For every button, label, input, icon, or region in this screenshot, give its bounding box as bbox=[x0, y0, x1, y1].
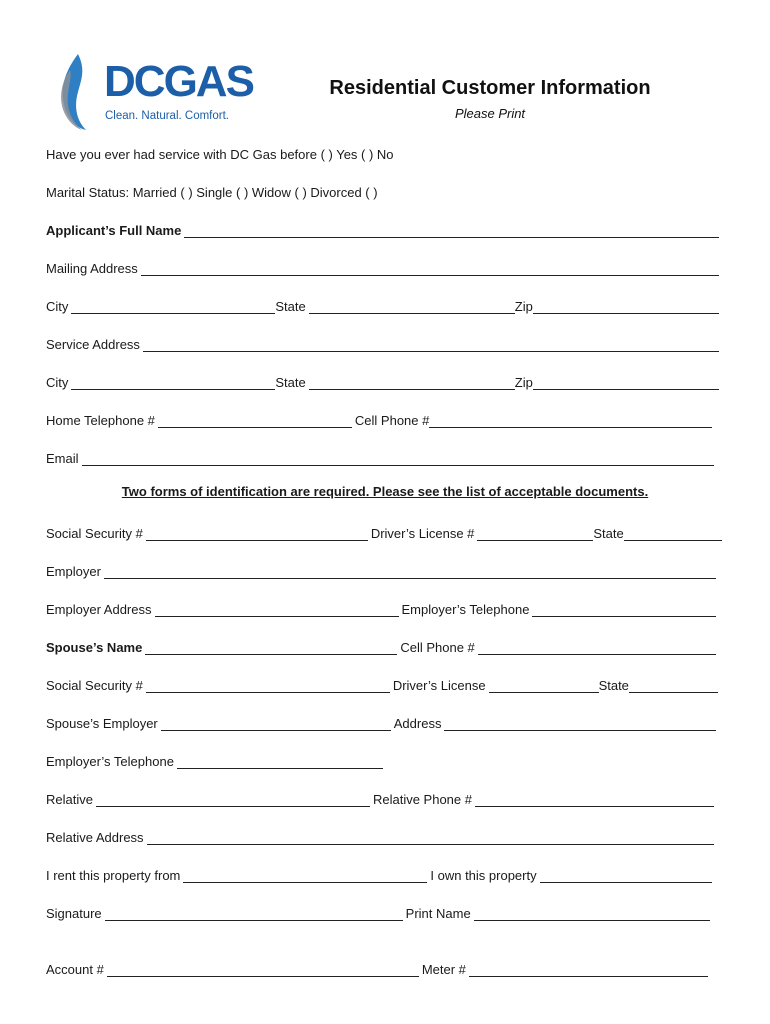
employer-field[interactable] bbox=[104, 564, 716, 579]
spouse-ssn-field[interactable] bbox=[146, 678, 390, 693]
service-address-label: Service Address bbox=[46, 337, 140, 352]
email-label: Email bbox=[46, 451, 79, 466]
mailing-state-field[interactable] bbox=[309, 299, 515, 314]
city-label: City bbox=[46, 299, 69, 314]
mailing-address-row bbox=[46, 256, 722, 276]
applicant-license-field[interactable] bbox=[477, 526, 593, 541]
relative-field[interactable] bbox=[96, 792, 370, 807]
email-field[interactable] bbox=[82, 451, 714, 466]
state-label: State bbox=[275, 375, 306, 390]
service-before-question bbox=[46, 142, 722, 162]
logo-tagline: Clean. Natural. Comfort. bbox=[105, 110, 229, 122]
signature-row bbox=[46, 901, 722, 921]
state-label: State bbox=[275, 299, 306, 314]
cell-phone-label: Cell Phone # bbox=[354, 413, 430, 428]
applicant-ssn-field[interactable] bbox=[146, 526, 368, 541]
spouse-name-field[interactable] bbox=[145, 640, 397, 655]
account-field[interactable] bbox=[107, 962, 419, 977]
license-state-label: State bbox=[593, 526, 624, 541]
applicant-name-field[interactable] bbox=[184, 223, 719, 238]
dc-gas-logo bbox=[56, 52, 253, 132]
home-phone-label: Home Telephone # bbox=[46, 413, 155, 428]
spouse-name-row bbox=[46, 635, 722, 655]
employer-telephone-field[interactable] bbox=[532, 602, 716, 617]
service-city-field[interactable] bbox=[71, 375, 275, 390]
marital-status-question bbox=[46, 180, 722, 200]
rent-from-field[interactable] bbox=[183, 868, 427, 883]
spouse-cell-label: Cell Phone # bbox=[400, 640, 475, 655]
service-zip-field[interactable] bbox=[533, 375, 719, 390]
spouse-id-row bbox=[46, 673, 722, 693]
service-state-field[interactable] bbox=[309, 375, 515, 390]
spouse-employer-phone-row bbox=[46, 749, 722, 769]
spouse-employer-row bbox=[46, 711, 722, 731]
relative-address-row bbox=[46, 825, 722, 845]
own-property-label: I own this property bbox=[430, 868, 537, 883]
spouse-license-field[interactable] bbox=[489, 678, 599, 693]
form-subtitle: Please Print bbox=[454, 106, 526, 121]
account-label: Account # bbox=[46, 962, 104, 977]
email-row bbox=[46, 446, 722, 466]
ssn-label: Social Security # bbox=[46, 526, 143, 541]
applicant-name-label: Applicant’s Full Name bbox=[46, 223, 182, 238]
meter-label: Meter # bbox=[421, 962, 466, 977]
spouse-employer-address-field[interactable] bbox=[444, 716, 716, 731]
service-address-row bbox=[46, 332, 722, 352]
logo-wordmark bbox=[104, 58, 253, 106]
relative-address-label: Relative Address bbox=[46, 830, 144, 845]
applicant-id-row bbox=[46, 521, 722, 541]
flame-icon bbox=[56, 52, 100, 132]
spouse-employer-address-label: Address bbox=[393, 716, 442, 731]
signature-label: Signature bbox=[46, 906, 102, 921]
home-phone-field[interactable] bbox=[158, 413, 352, 428]
spouse-ssn-label: Social Security # bbox=[46, 678, 143, 693]
spouse-cell-field[interactable] bbox=[478, 640, 716, 655]
logo-gas-text: GAS bbox=[163, 57, 253, 106]
employer-label: Employer bbox=[46, 564, 101, 579]
mailing-address-label: Mailing Address bbox=[46, 261, 138, 276]
mailing-zip-field[interactable] bbox=[533, 299, 719, 314]
spouse-employer-label: Spouse’s Employer bbox=[46, 716, 158, 731]
mailing-city-row bbox=[46, 294, 722, 314]
marital-status-text: Marital Status: Married ( ) Single ( ) Widow ( ) Divorced ( ) bbox=[46, 185, 378, 200]
spouse-license-state-field[interactable] bbox=[629, 678, 718, 693]
service-city-row bbox=[46, 370, 722, 390]
employer-row bbox=[46, 559, 722, 579]
employer-address-row bbox=[46, 597, 722, 617]
zip-label: Zip bbox=[514, 299, 533, 314]
mailing-address-field[interactable] bbox=[141, 261, 719, 276]
form-title: Residential Customer Information bbox=[329, 77, 651, 99]
spouse-license-state-label: State bbox=[598, 678, 629, 693]
drivers-license-label: Driver’s License # bbox=[370, 526, 475, 541]
relative-phone-field[interactable] bbox=[475, 792, 714, 807]
relative-label: Relative bbox=[46, 792, 93, 807]
property-row bbox=[46, 863, 722, 883]
logo-dc-text: DC bbox=[104, 57, 164, 106]
relative-address-field[interactable] bbox=[147, 830, 714, 845]
phone-row bbox=[46, 408, 722, 428]
spouse-employer-field[interactable] bbox=[161, 716, 391, 731]
print-name-field[interactable] bbox=[474, 906, 710, 921]
spouse-license-label: Driver’s License bbox=[392, 678, 486, 693]
own-property-field[interactable] bbox=[540, 868, 712, 883]
account-row bbox=[46, 957, 722, 977]
meter-field[interactable] bbox=[469, 962, 708, 977]
print-name-label: Print Name bbox=[405, 906, 471, 921]
rent-from-label: I rent this property from bbox=[46, 868, 181, 883]
relative-phone-label: Relative Phone # bbox=[372, 792, 472, 807]
signature-field[interactable] bbox=[105, 906, 403, 921]
applicant-name-row bbox=[46, 218, 722, 238]
service-address-field[interactable] bbox=[143, 337, 719, 352]
spouse-employer-telephone-label: Employer’s Telephone bbox=[46, 754, 174, 769]
mailing-city-field[interactable] bbox=[71, 299, 275, 314]
employer-address-label: Employer Address bbox=[46, 602, 152, 617]
cell-phone-field[interactable] bbox=[429, 413, 712, 428]
employer-address-field[interactable] bbox=[155, 602, 399, 617]
applicant-license-state-field[interactable] bbox=[624, 526, 722, 541]
spouse-name-label: Spouse’s Name bbox=[46, 640, 143, 655]
id-requirement-notice: Two forms of identification are required. Please see the list of acceptable documents. bbox=[121, 484, 649, 499]
relative-row bbox=[46, 787, 722, 807]
spouse-employer-telephone-field[interactable] bbox=[177, 754, 383, 769]
zip-label: Zip bbox=[514, 375, 533, 390]
service-before-text: Have you ever had service with DC Gas before ( ) Yes ( ) No bbox=[46, 147, 394, 162]
employer-telephone-label: Employer’s Telephone bbox=[401, 602, 530, 617]
city-label: City bbox=[46, 375, 69, 390]
